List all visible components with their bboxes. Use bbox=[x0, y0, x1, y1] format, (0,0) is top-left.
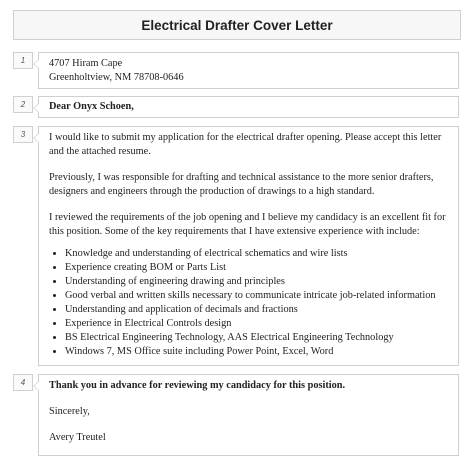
list-item: • Knowledge and understanding of electrical schematics and wire lists bbox=[65, 247, 448, 261]
address-line-2: Greenholtview, NM 78708-0646 bbox=[49, 72, 184, 83]
list-item: • Experience creating BOM or Parts List bbox=[65, 261, 448, 275]
qualifications-list bbox=[49, 247, 448, 359]
address-line-1: 4707 Hiram Cape bbox=[49, 58, 123, 69]
body-paragraph-3: I reviewed the requirements of the job opening and I believe my candidacy is an excellent fit for this position. Some of the key requirements that I have extensive experience with include: bbox=[49, 212, 446, 237]
body-paragraph-1: I would like to submit my application for the electrical drafter opening. Please accept this letter and the attached resume. bbox=[49, 132, 442, 157]
section-number-1: 1 bbox=[13, 52, 33, 69]
body-section bbox=[38, 126, 459, 366]
section-number-4: 4 bbox=[13, 374, 33, 391]
page-title: Electrical Drafter Cover Letter bbox=[13, 10, 461, 40]
section-number-2: 2 bbox=[13, 96, 33, 113]
section-number-3: 3 bbox=[13, 126, 33, 143]
list-item: • Experience in Electrical Controls design bbox=[65, 317, 448, 331]
closing-section bbox=[38, 374, 459, 456]
salutation-section bbox=[38, 96, 459, 118]
salutation: Dear Onyx Schoen, bbox=[49, 101, 134, 112]
list-item: • Understanding of engineering drawing and principles bbox=[65, 275, 448, 289]
list-item: • BS Electrical Engineering Technology, AAS Electrical Engineering Technology bbox=[65, 331, 448, 345]
list-item: • Understanding and application of decimals and fractions bbox=[65, 303, 448, 317]
list-item: • Windows 7, MS Office suite including Power Point, Excel, Word bbox=[65, 345, 448, 359]
closing-signoff: Sincerely, bbox=[49, 406, 90, 417]
address-section bbox=[38, 52, 459, 89]
body-paragraph-2: Previously, I was responsible for drafting and technical assistance to the more senior drafters, designers and engineers through the production of drawings to a high standard. bbox=[49, 172, 434, 197]
closing-thanks: Thank you in advance for reviewing my candidacy for this position. bbox=[49, 380, 346, 391]
list-item: • Good verbal and written skills necessary to communicate intricate job-related information bbox=[65, 289, 448, 303]
signer-name: Avery Treutel bbox=[49, 432, 106, 443]
